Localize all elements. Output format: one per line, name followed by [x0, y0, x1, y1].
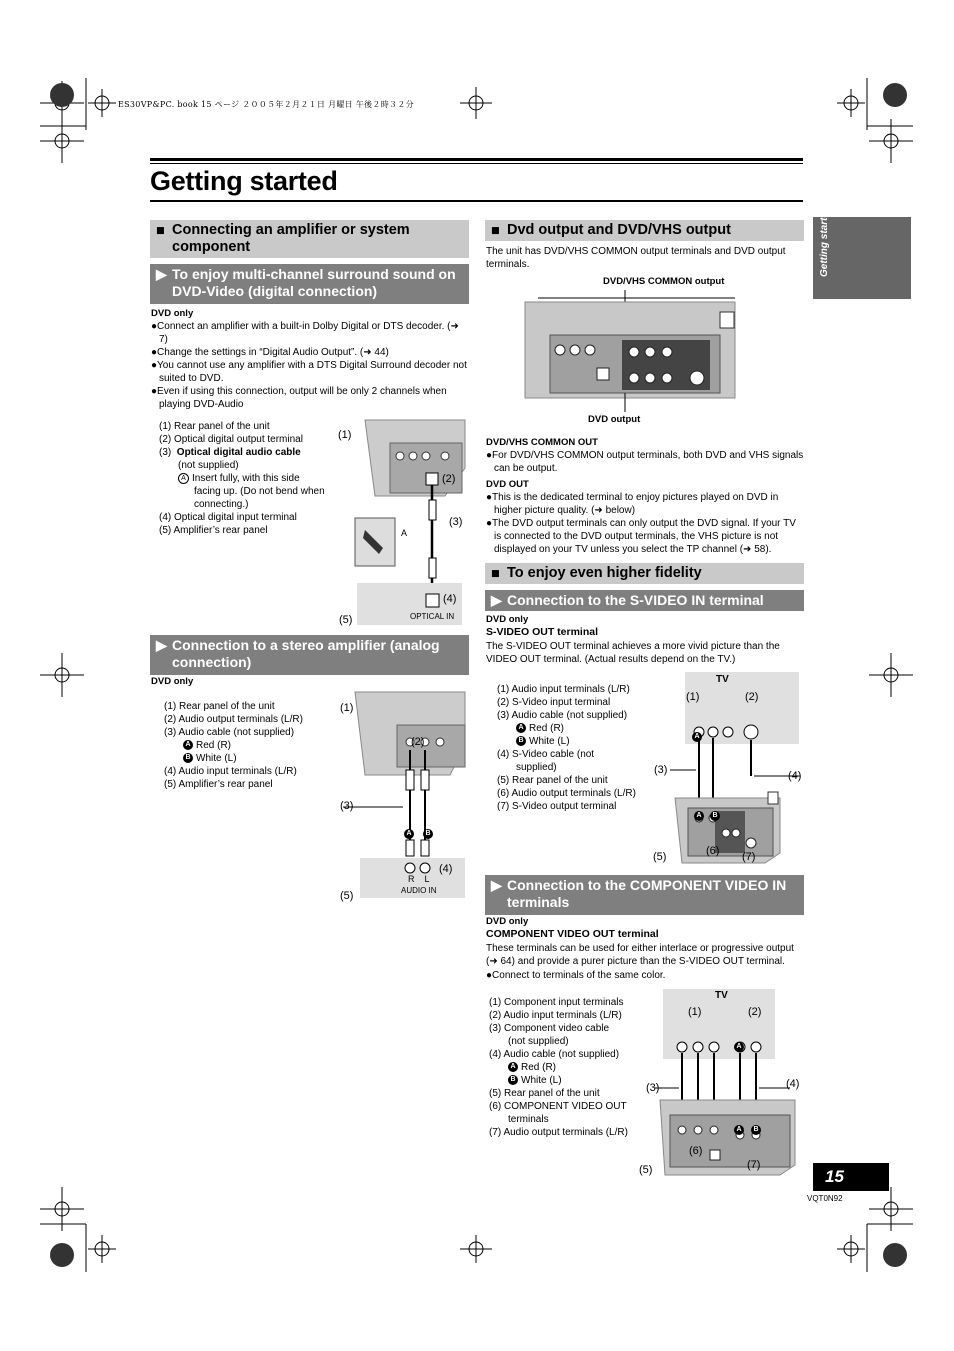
tv-label: TV	[716, 674, 729, 685]
bullet: ●This is the dedicated terminal to enjoy pictures played on DVD in higher picture quality. (➜ below)	[486, 492, 779, 516]
list-item	[489, 1061, 628, 1074]
list-item: (4) S-Video cable (not	[497, 749, 595, 760]
dvd-intro: The unit has DVD/VHS COMMON output terminals and DVD output terminals.	[486, 246, 786, 270]
dvd-output-label: DVD output	[588, 414, 641, 425]
common-output-label: DVD/VHS COMMON output	[603, 276, 725, 287]
white-label: White (L)	[529, 736, 570, 747]
red-label: Red (R)	[529, 723, 565, 734]
label-4: (4)	[443, 593, 457, 605]
label-7: (7)	[747, 1159, 761, 1171]
digital-parts-list	[159, 420, 325, 537]
dvd-only-label: DVD only	[486, 614, 529, 625]
list-item: (1) Rear panel of the unit	[159, 421, 270, 432]
list-item	[164, 739, 303, 752]
white-label: White (L)	[521, 1075, 562, 1086]
label-2: (2)	[745, 691, 759, 703]
label-1: (1)	[338, 429, 352, 441]
label-5: (5)	[340, 890, 354, 902]
svideo-out-text: The S-VIDEO OUT terminal achieves a more vivid picture than the VIDEO OUT terminal. (Actual results depend on the TV.)	[486, 641, 780, 665]
b-marker: B	[508, 1075, 518, 1085]
label-6: (6)	[689, 1145, 703, 1157]
b-marker: B	[516, 736, 526, 746]
list-item	[497, 735, 636, 748]
sub-analog-title: Connection to a stereo amplifier (analog connection)	[172, 637, 440, 670]
list-item: (5) Rear panel of the unit	[489, 1088, 600, 1099]
list-item: (not supplied)	[178, 460, 239, 471]
dvd-only-label: DVD only	[151, 308, 194, 319]
list-item: (7) S-Video output terminal	[497, 801, 617, 812]
unit-a-marker: A	[694, 807, 707, 825]
label-2: (2)	[411, 736, 425, 748]
list-item: (3) Audio cable (not supplied)	[164, 727, 295, 738]
label-a: A	[401, 528, 408, 538]
bullet: ●Even if using this connection, output will be only 2 channels when playing DVD-Audio	[151, 386, 447, 410]
analog-parts-list	[164, 700, 303, 791]
component-out-text: These terminals can be used for either interlace or progressive output (➜ 64) and provide a purer picture than the S-VIDEO OUT terminal.	[486, 943, 794, 967]
list-item	[497, 722, 636, 735]
section-fidelity-header: ■ To enjoy even higher fidelity	[485, 563, 804, 584]
audio-in-label: AUDIO IN	[401, 886, 437, 895]
list-item	[159, 472, 325, 485]
label-3: (3)	[654, 764, 668, 776]
label-3: (3)	[340, 800, 354, 812]
tv-a-marker: A	[692, 728, 705, 746]
list-item-note: Insert fully, with this side	[192, 473, 300, 484]
label-6: (6)	[706, 845, 720, 857]
sub-digital-title: To enjoy multi-channel surround sound on DVD-Video (digital connection)	[172, 266, 456, 299]
list-item: (6) COMPONENT VIDEO OUT	[489, 1101, 627, 1112]
sub-svideo-header: ▶ Connection to the S-VIDEO IN terminal	[485, 590, 804, 611]
tv-a-marker: A	[734, 1038, 747, 1056]
list-item: (6) Audio output terminals (L/R)	[497, 788, 636, 799]
a-marker: A	[183, 740, 193, 750]
label-3: (3)	[449, 516, 463, 528]
unit-b-marker: B	[751, 1121, 764, 1139]
list-item	[164, 752, 303, 765]
sub-analog-header: ▶ Connection to a stereo amplifier (analog connection)	[150, 635, 469, 675]
page-number-box	[813, 1163, 889, 1191]
page-title: Getting started	[150, 166, 338, 196]
component-parts-list	[489, 996, 628, 1139]
list-item: (4) Audio input terminals (L/R)	[164, 766, 297, 777]
list-item: (1) Component input terminals	[489, 997, 624, 1008]
side-tab-label: Getting started	[819, 205, 830, 277]
component-bullet: ●Connect to terminals of the same color.	[486, 970, 666, 981]
list-item	[159, 446, 325, 459]
side-tab	[813, 205, 911, 299]
title-rule-top	[150, 158, 803, 161]
sub-component-header: ▶ Connection to the COMPONENT VIDEO IN terminals	[485, 875, 804, 915]
title-rule-thin	[150, 163, 803, 164]
section-dvd-output-title: Dvd output and DVD/VHS output	[507, 222, 731, 238]
label-3: (3)	[646, 1082, 660, 1094]
bullet: ●Connect an amplifier with a built-in Dolby Digital or DTS decoder. (➜ 7)	[151, 321, 459, 345]
list-item: (5) Amplifier’s rear panel	[159, 525, 268, 536]
list-item-cable: Optical digital audio cable	[176, 447, 301, 458]
output-panel-diagram	[520, 290, 740, 415]
unit-a-marker: A	[734, 1121, 747, 1139]
label-2: (2)	[748, 1006, 762, 1018]
list-item-num: (3)	[159, 447, 172, 458]
document-code: VQT0N92	[807, 1194, 843, 1203]
label-4: (4)	[788, 770, 802, 782]
sub-component-title: Connection to the COMPONENT VIDEO IN terminals	[507, 877, 787, 910]
label-4: (4)	[786, 1078, 800, 1090]
label-1: (1)	[688, 1006, 702, 1018]
plug-b-marker: B	[423, 825, 436, 843]
list-item: (3) Audio cable (not supplied)	[497, 710, 628, 721]
a-marker: A	[516, 723, 526, 733]
list-item: (1) Rear panel of the unit	[164, 701, 275, 712]
common-out-bullet: ●For DVD/VHS COMMON output terminals, both DVD and VHS signals can be output.	[486, 450, 804, 474]
digital-bullets	[151, 320, 467, 411]
component-connection-diagram	[655, 985, 800, 1180]
title-rule-bottom	[150, 200, 803, 202]
label-7: (7)	[742, 851, 756, 863]
list-item	[489, 1074, 628, 1087]
tv-label: TV	[715, 990, 728, 1001]
list-item: (4) Optical digital input terminal	[159, 512, 297, 523]
section-amplifier-header: ■ Connecting an amplifier or system component	[150, 220, 469, 258]
component-out-title: COMPONENT VIDEO OUT terminal	[486, 928, 659, 940]
unit-b-marker: B	[710, 807, 723, 825]
list-item: (7) Audio output terminals (L/R)	[489, 1127, 628, 1138]
common-out-title: DVD/VHS COMMON OUT	[486, 437, 598, 448]
dvd-out-title: DVD OUT	[486, 479, 529, 490]
label-5: (5)	[339, 614, 353, 626]
list-item: (5) Amplifier’s rear panel	[164, 779, 273, 790]
list-item: (2) Audio input terminals (L/R)	[489, 1010, 622, 1021]
list-item: (1) Audio input terminals (L/R)	[497, 684, 630, 695]
section-dvd-output-header: ■ Dvd output and DVD/VHS output	[485, 220, 804, 241]
list-item: (2) S-Video input terminal	[497, 697, 611, 708]
b-marker: B	[183, 753, 193, 763]
dvd-out-bullets	[486, 491, 804, 556]
label-1: (1)	[340, 702, 354, 714]
sub-digital-header: ▶ To enjoy multi-channel surround sound on DVD-Video (digital connection)	[150, 264, 469, 304]
label-1: (1)	[686, 691, 700, 703]
bullet: ●You cannot use any amplifier with a DTS Digital Surround decoder not suited to DVD.	[151, 360, 467, 384]
list-item: (3) Component video cable	[489, 1023, 610, 1034]
svideo-parts-list	[497, 683, 636, 813]
white-label: White (L)	[196, 753, 237, 764]
list-item: supplied)	[516, 762, 557, 773]
a-marker: A	[178, 473, 189, 484]
red-label: Red (R)	[196, 740, 232, 751]
rl-label: R L	[408, 874, 430, 884]
dvd-only-label: DVD only	[486, 916, 529, 927]
section-amplifier-title: Connecting an amplifier or system component	[172, 222, 410, 255]
list-item: (2) Optical digital output terminal	[159, 434, 303, 445]
label-2: (2)	[442, 473, 456, 485]
svideo-out-title: S-VIDEO OUT terminal	[486, 626, 599, 638]
list-item: terminals	[508, 1114, 549, 1125]
optical-in-label: OPTICAL IN	[410, 612, 455, 621]
analog-connection-diagram	[335, 690, 475, 905]
section-fidelity-title: To enjoy even higher fidelity	[507, 565, 702, 581]
label-5: (5)	[639, 1164, 653, 1176]
list-item: (4) Audio cable (not supplied)	[489, 1049, 620, 1060]
book-header-line: ES30VP&PC. book 15 ページ ２００５年２月２１日 月曜日 午後２時３２分	[118, 100, 414, 109]
plug-a-marker: A	[404, 825, 417, 843]
bullet: ●Change the settings in “Digital Audio Output”. (➜ 44)	[151, 347, 389, 358]
list-item: connecting.)	[194, 499, 249, 510]
a-marker: A	[508, 1062, 518, 1072]
list-item: (2) Audio output terminals (L/R)	[164, 714, 303, 725]
list-item: (not supplied)	[508, 1036, 569, 1047]
red-label: Red (R)	[521, 1062, 557, 1073]
page-number: 15	[825, 1167, 844, 1186]
list-item: facing up. (Do not bend when	[194, 486, 325, 497]
bullet: ●The DVD output terminals can only output the DVD signal. If your TV is connected to the DVD output terminals, the VHS picture is not displayed on your TV unless you select the TP channel (➜ 58).	[486, 518, 796, 555]
list-item: (5) Rear panel of the unit	[497, 775, 608, 786]
dvd-only-label: DVD only	[151, 676, 194, 687]
label-4: (4)	[439, 863, 453, 875]
sub-svideo-title: Connection to the S-VIDEO IN terminal	[507, 592, 764, 608]
label-5: (5)	[653, 851, 667, 863]
